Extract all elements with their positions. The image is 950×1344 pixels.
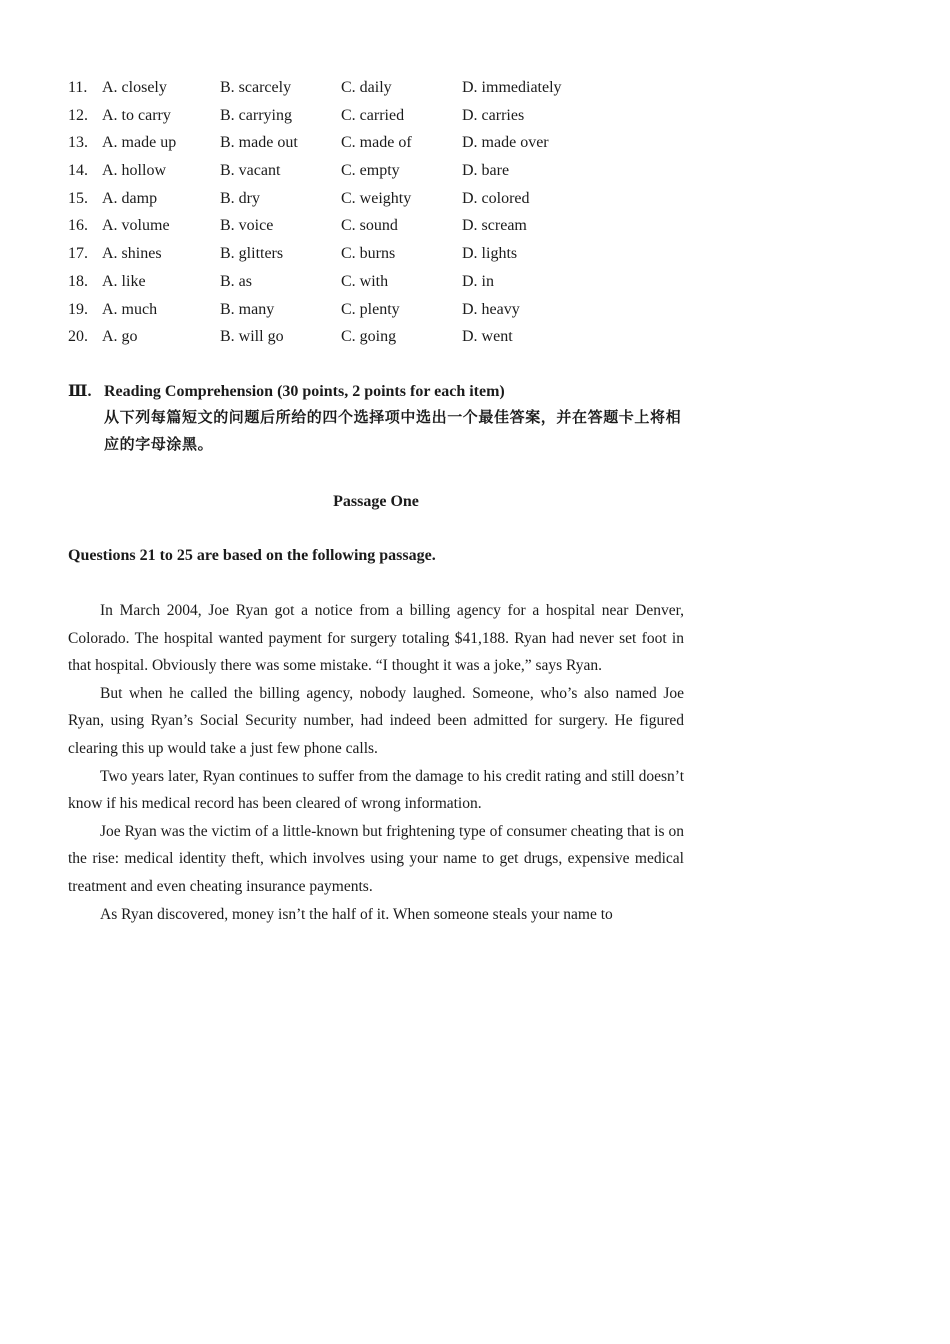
option-a: A. to carry <box>102 106 171 124</box>
section-heading <box>68 380 708 404</box>
passage-body <box>68 597 684 928</box>
option-d: D. in <box>462 272 494 290</box>
option-b: B. scarcely <box>220 79 292 96</box>
option-d: D. lights <box>462 245 518 263</box>
paragraph: But when he called the billing agency, nobody laughed. Someone, who’s also named Joe Ryan, using Ryan’s Social Security number, had indeed been admitted for surgery. He figured clearing this up would take a just few phone calls. <box>68 684 684 757</box>
section-title: Reading Comprehension (30 points, 2 points for each item) <box>104 383 505 400</box>
option-c: C. burns <box>341 245 396 263</box>
question-number: 19. <box>68 300 88 318</box>
answer-options-table <box>68 76 628 353</box>
option-d: D. went <box>462 328 513 346</box>
option-b: B. as <box>220 272 252 290</box>
option-c: C. daily <box>341 79 392 96</box>
option-a: A. hollow <box>102 162 166 180</box>
option-b: B. carrying <box>220 106 292 124</box>
option-c: C. weighty <box>341 189 412 207</box>
questions-note: Questions 21 to 25 are based on the following passage. <box>68 547 436 564</box>
option-row <box>68 187 628 215</box>
paragraph: As Ryan discovered, money isn’t the half of it. When someone steals your name to <box>100 905 613 923</box>
option-row <box>68 159 628 187</box>
option-d: D. colored <box>462 189 530 207</box>
option-row <box>68 298 628 326</box>
option-b: B. dry <box>220 189 260 207</box>
section-number: Ⅲ. <box>68 383 92 400</box>
option-d: D. heavy <box>462 300 520 318</box>
reading-comprehension-section <box>68 380 708 458</box>
option-b: B. many <box>220 300 275 318</box>
option-a: A. made up <box>102 134 177 152</box>
option-a: A. like <box>102 272 146 290</box>
question-number: 11. <box>68 79 88 96</box>
option-d: D. bare <box>462 162 510 180</box>
passage-title: Passage One <box>333 493 419 510</box>
option-row <box>68 242 628 270</box>
question-number: 14. <box>68 162 88 180</box>
question-number: 18. <box>68 272 88 290</box>
option-row <box>68 131 628 159</box>
option-a: A. shines <box>102 245 162 263</box>
option-d: D. immediately <box>462 79 562 96</box>
question-number: 20. <box>68 328 88 346</box>
question-number: 16. <box>68 217 88 235</box>
paragraph: Joe Ryan was the victim of a little-known but frightening type of consumer cheating that is on the rise: medical identity theft, which involves using your name to get drugs, expensive medical treatment and even cheating insurance payments. <box>68 822 684 895</box>
option-d: D. carries <box>462 106 525 124</box>
option-a: A. go <box>102 328 138 346</box>
question-number: 17. <box>68 245 88 263</box>
option-b: B. made out <box>220 134 298 152</box>
option-a: A. volume <box>102 217 170 235</box>
option-d: D. made over <box>462 134 549 152</box>
option-a: A. damp <box>102 189 158 207</box>
question-number: 12. <box>68 106 88 124</box>
section-instruction: 从下列每篇短文的问题后所给的四个选择项中选出一个最佳答案，并在答题卡上将相应的字母涂黑。 <box>104 408 682 453</box>
option-b: B. vacant <box>220 162 281 180</box>
option-c: C. plenty <box>341 300 400 318</box>
option-c: C. with <box>341 272 389 290</box>
option-a: A. much <box>102 300 158 318</box>
option-c: C. empty <box>341 162 400 180</box>
option-c: C. carried <box>341 106 405 124</box>
option-b: B. voice <box>220 217 274 235</box>
option-b: B. will go <box>220 328 284 346</box>
option-a: A. closely <box>102 79 167 96</box>
option-d: D. scream <box>462 217 527 235</box>
option-b: B. glitters <box>220 245 284 263</box>
question-number: 15. <box>68 189 88 207</box>
paragraph: Two years later, Ryan continues to suffer from the damage to his credit rating and still doesn’t know if his medical record has been cleared of wrong information. <box>68 767 684 813</box>
option-c: C. made of <box>341 134 412 152</box>
option-c: C. going <box>341 328 397 346</box>
option-row <box>68 270 628 298</box>
option-c: C. sound <box>341 217 398 235</box>
option-row <box>68 76 628 104</box>
paragraph: In March 2004, Joe Ryan got a notice from a billing agency for a hospital near Denver, Colorado. The hospital wanted payment for surgery totaling $41,188. Ryan had never set foot in that hospital. Obviously there was some mistake. “I thought it was a joke,” says Ryan. <box>68 602 684 675</box>
option-row <box>68 325 628 353</box>
question-number: 13. <box>68 134 88 152</box>
option-row <box>68 214 628 242</box>
option-row <box>68 104 628 132</box>
